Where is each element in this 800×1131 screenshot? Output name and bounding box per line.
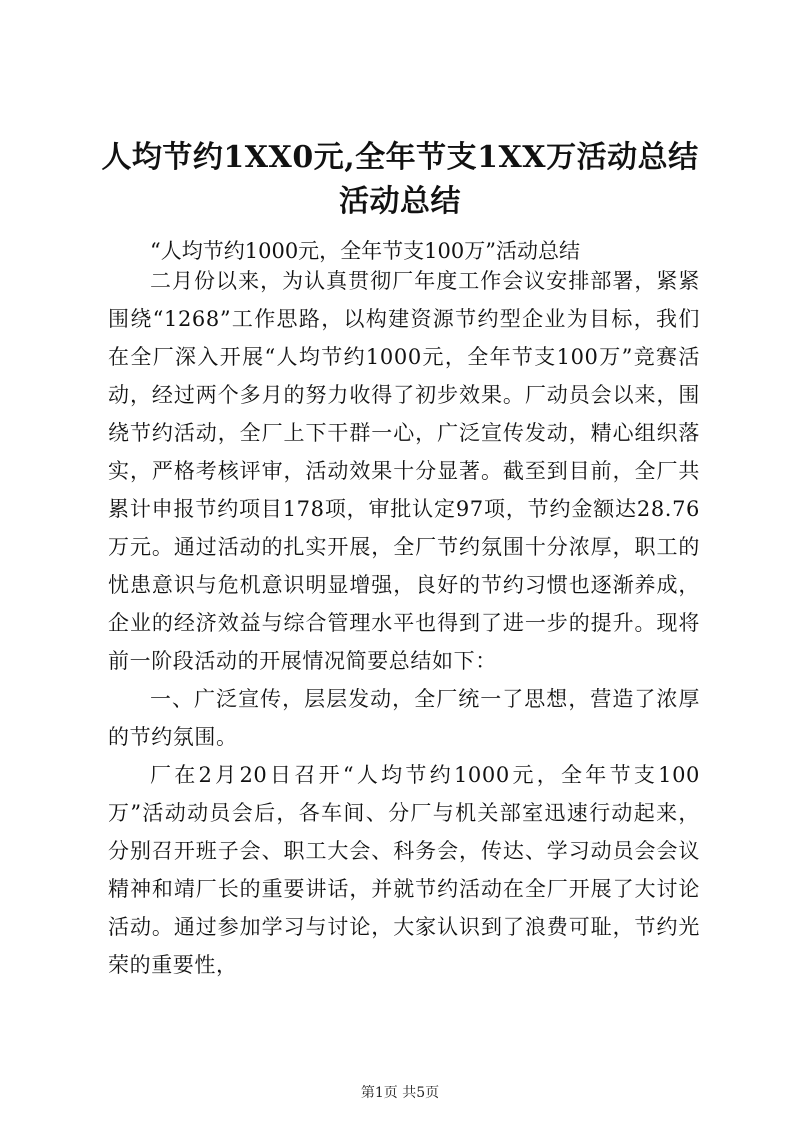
page-footer: 第1页 共5页 (360, 1085, 440, 1101)
paragraph-section-body: 厂在2月20日召开“人均节约1000元，全年节支100万”活动动员会后，各车间、分厂与机关部室迅速行动起来，分别召开班子会、职工大会、科务会，传达、学习动员会会议精神和靖厂长的重要讲话，并就节约活动在全厂开展了大讨论活动。通过参加学习与讨论，大家认识到了浪费可耻，节约光荣的重要性， (108, 763, 700, 977)
document-body (108, 262, 700, 984)
paragraph-section-heading: 一、广泛宣传，层层发动，全厂统一了思想，营造了浓厚的节约氛围。 (108, 687, 700, 749)
document-title: 人均节约1XX0元,全年节支1XX万活动总结活动总结 (101, 140, 699, 219)
document-subtitle: “人均节约1000元，全年节支100万”活动总结 (150, 239, 580, 263)
paragraph-intro: 二月份以来，为认真贯彻厂年度工作会议安排部署，紧紧围绕“1268”工作思路，以构建资源节约型企业为目标，我们在全厂深入开展“人均节约1000元，全年节支100万”竞赛活动，经过两个多月的努力收得了初步效果。厂动员会以来，围绕节约活动，全厂上下干群一心，广泛宣传发动，精心组织落实，严格考核评审，活动效果十分显著。截至到目前，全厂共累计申报节约项目178项，审批认定97项，节约金额达28.76万元。通过活动的扎实开展，全厂节约氛围十分浓厚，职工的忧患意识与危机意识明显增强，良好的节约习惯也逐渐养成，企业的经济效益与综合管理水平也得到了进一步的提升。现将前一阶段活动的开展情况简要总结如下： (108, 269, 700, 673)
